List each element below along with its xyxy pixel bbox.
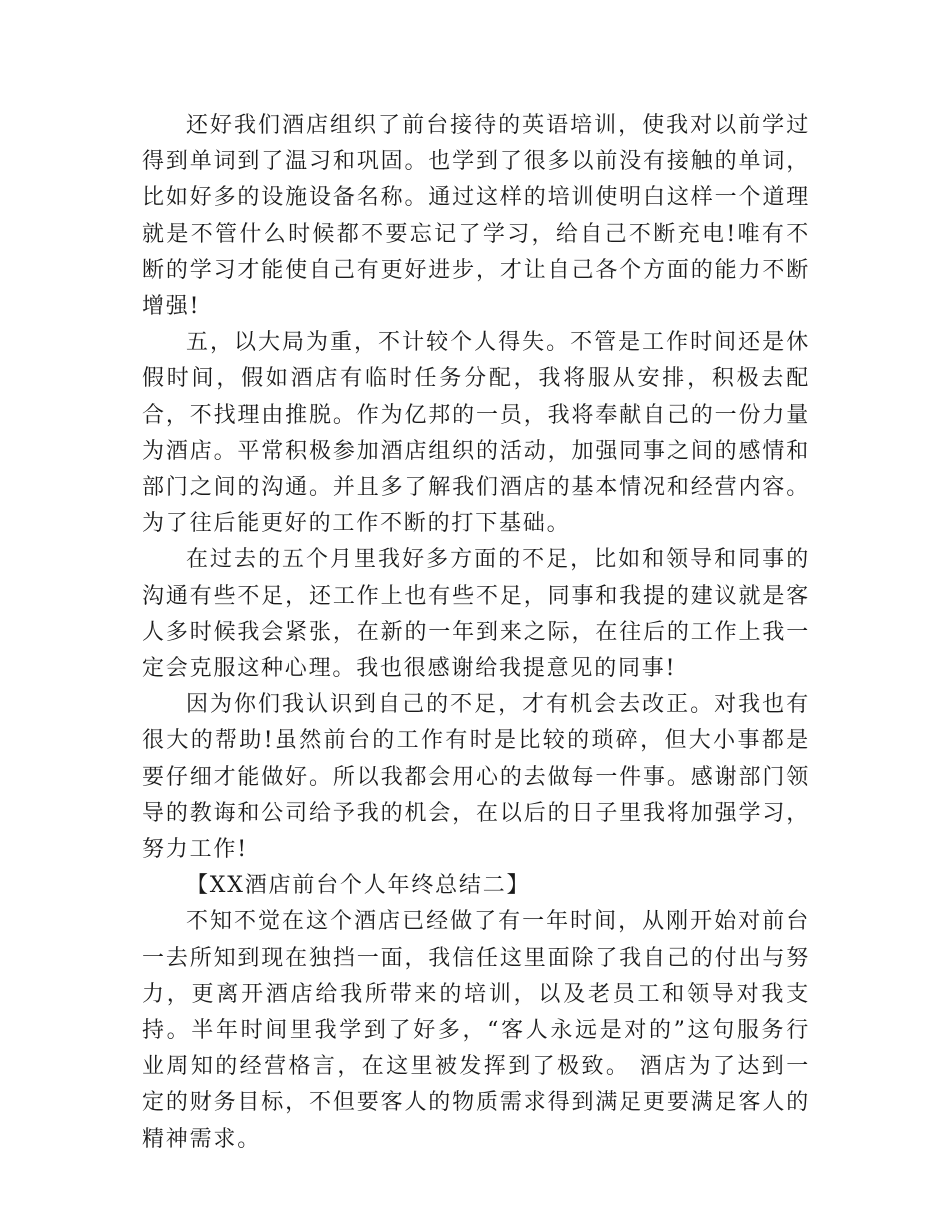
paragraph-point-five: 五，以大局为重，不计较个人得失。不管是工作时间还是休假时间，假如酒店有临时任务分配，我将服从安排，积极去配合，不找理由推脱。作为亿邦的一员，我将奉献自己的一份力量为酒店。平常积极参加酒店组织的活动，加强同事之间的感情和部门之间的沟通。并且多了解我们酒店的基本情况和经营内容。为了往后能更好的工作不断的打下基础。 xyxy=(142,330,810,537)
paragraph-summary-two: 不知不觉在这个酒店已经做了有一年时间，从刚开始对前台一去所知到现在独挡一面，我信任这里面除了我自己的付出与努力，更离开酒店给我所带来的培训，以及老员工和领导对我支持。半年时间里我学到了好多，“客人永远是对的”这句服务行业周知的经营格言，在这里被发挥到了极致。 酒店为了达到一定的财务目标，不但要客人的物质需求得到满足更要满足客人的精神需求。 xyxy=(142,909,810,1152)
paragraph-shortcomings: 在过去的五个月里我好多方面的不足，比如和领导和同事的沟通有些不足，还工作上也有些不足，同事和我提的建议就是客人多时候我会紧张，在新的一年到来之际，在往后的工作上我一定会克服这种心理。我也很感谢给我提意见的同事! xyxy=(142,547,810,682)
paragraph-gratitude: 因为你们我认识到自己的不足，才有机会去改正。对我也有很大的帮助!虽然前台的工作有时是比较的琐碎，但大小事都是要仔细才能做好。所以我都会用心的去做每一件事。感谢部门领导的教诲和公司给予我的机会，在以后的日子里我将加强学习，努力工作! xyxy=(142,692,810,863)
section-heading: 【XX酒店前台个人年终总结二】 xyxy=(186,873,531,899)
paragraph-english-training: 还好我们酒店组织了前台接待的英语培训，使我对以前学过得到单词到了温习和巩固。也学到了很多以前没有接触的单词，比如好多的设施设备名称。通过这样的培训使明白这样一个道理就是不管什么时候都不要忘记了学习，给自己不断充电!唯有不断的学习才能使自己有更好进步，才让自己各个方面的能力不断增强! xyxy=(142,113,810,320)
document-body xyxy=(142,108,810,1158)
